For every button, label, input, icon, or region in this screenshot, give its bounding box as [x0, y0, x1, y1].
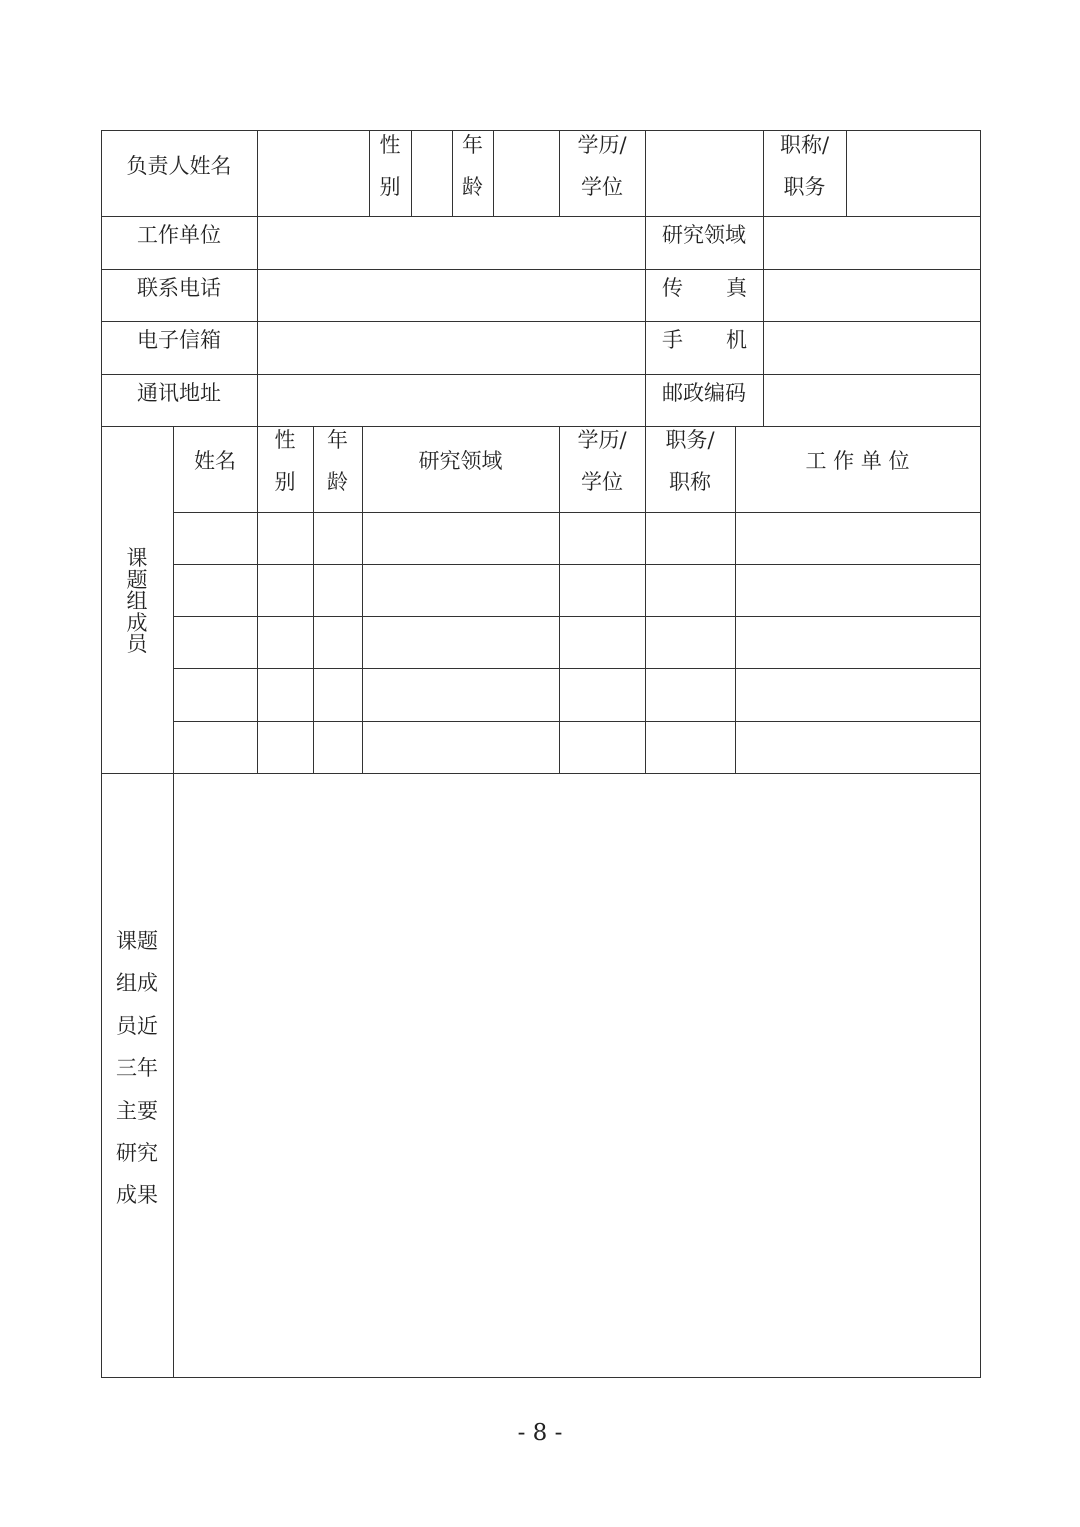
- email-field[interactable]: [258, 322, 645, 374]
- member-row-2[interactable]: [174, 565, 980, 616]
- email-label: 电子信箱: [137, 328, 221, 352]
- table-bottom-border: [101, 1377, 981, 1378]
- work-unit-label: 工作单位: [137, 223, 221, 247]
- member-row-5[interactable]: [174, 722, 980, 773]
- education-label-line2: 学位: [581, 175, 623, 199]
- mobile-field[interactable]: [764, 322, 980, 374]
- title-label-line2: 职务: [783, 175, 826, 199]
- page-number: - 8 -: [517, 1420, 563, 1446]
- member-header-position-line2: 职称: [669, 470, 711, 494]
- education-label-line1: 学历/: [577, 133, 627, 157]
- member-header-research-field: 研究领域: [418, 449, 503, 473]
- leader-education-field[interactable]: [646, 131, 763, 216]
- member-header-education-line1: 学历/: [577, 428, 627, 452]
- age-label-line2: 龄: [462, 175, 483, 199]
- fax-field[interactable]: [764, 270, 980, 321]
- member-header-work-unit: 工 作 单 位: [805, 449, 910, 473]
- phone-field[interactable]: [258, 270, 645, 321]
- address-label: 通讯地址: [137, 381, 221, 405]
- row-divider: [101, 426, 981, 427]
- leader-name-field[interactable]: [258, 131, 369, 216]
- achievements-label: [112, 920, 162, 1217]
- leader-age-field[interactable]: [494, 131, 559, 216]
- work-unit-field[interactable]: [258, 217, 645, 269]
- member-header-gender-line2: 别: [274, 470, 296, 494]
- member-header-age-line1: 年: [327, 428, 348, 452]
- postcode-field[interactable]: [764, 375, 980, 426]
- achievements-label-line: 组成: [116, 971, 158, 996]
- achievements-label-line: 主要: [116, 1098, 158, 1123]
- achievements-label-line: 三年: [116, 1056, 158, 1081]
- member-header-education-line2: 学位: [581, 470, 623, 494]
- leader-gender-field[interactable]: [412, 131, 452, 216]
- phone-label: 联系电话: [137, 276, 221, 300]
- age-label-line1: 年: [462, 133, 483, 157]
- achievements-field[interactable]: [174, 774, 980, 1377]
- member-row-4[interactable]: [174, 669, 980, 721]
- postcode-label: 邮政编码: [662, 381, 746, 405]
- member-header-age-line2: 龄: [327, 470, 348, 494]
- members-section-label: 课题组成员: [126, 546, 148, 656]
- leader-name-label: 负责人姓名: [126, 154, 232, 178]
- achievements-label-line: 课题: [116, 929, 158, 953]
- gender-label-line2: 别: [379, 175, 401, 199]
- gender-label-line1: 性: [379, 133, 401, 157]
- research-field-label: 研究领域: [662, 223, 746, 247]
- achievements-label-line: 员近: [116, 1013, 158, 1038]
- member-header-name: 姓名: [194, 449, 236, 473]
- member-header-position-line1: 职务/: [665, 428, 715, 452]
- achievements-label-line: 成果: [116, 1183, 158, 1208]
- fax-label-char2: 真: [726, 276, 747, 300]
- member-header-gender-line1: 性: [274, 428, 296, 452]
- fax-label-char1: 传: [662, 276, 683, 300]
- table-right-border: [980, 130, 981, 1378]
- title-label-line1: 职称/: [779, 133, 830, 157]
- table-left-border: [101, 130, 102, 1378]
- mobile-label-char2: 机: [726, 328, 747, 352]
- member-row-1[interactable]: [174, 513, 980, 564]
- member-row-3[interactable]: [174, 617, 980, 668]
- achievements-label-line: 研究: [116, 1141, 158, 1166]
- research-field-field[interactable]: [764, 217, 980, 269]
- leader-title-field[interactable]: [847, 131, 980, 216]
- mobile-label-char1: 手: [662, 328, 683, 352]
